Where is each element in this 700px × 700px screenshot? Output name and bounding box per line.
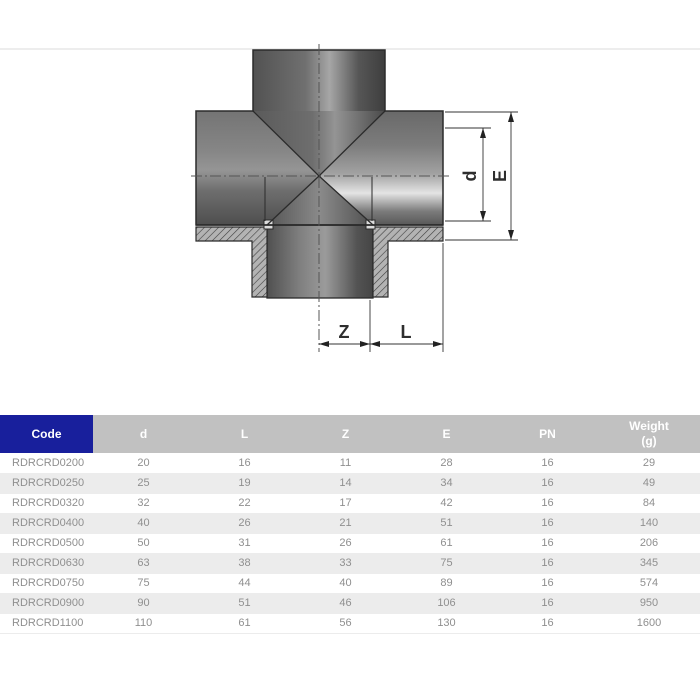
value-cell: 25 [93, 473, 194, 493]
value-cell: 11 [295, 453, 396, 473]
code-cell: RDRCRD0400 [0, 513, 93, 533]
value-cell: 61 [396, 533, 497, 553]
dimension-label-Z: Z [338, 322, 350, 342]
table-header [0, 415, 700, 453]
value-cell: 345 [598, 553, 700, 573]
code-cell: RDRCRD0250 [0, 473, 93, 493]
header-code: Code [0, 415, 93, 453]
code-cell: RDRCRD0630 [0, 553, 93, 573]
table-row [0, 593, 700, 613]
header-PN: PN [497, 415, 598, 453]
value-cell: 110 [93, 613, 194, 633]
code-cell: RDRCRD1100 [0, 613, 93, 633]
header-Z: Z [295, 415, 396, 453]
value-cell: 22 [194, 493, 295, 513]
code-cell: RDRCRD0750 [0, 573, 93, 593]
value-cell: 49 [598, 473, 700, 493]
table-row [0, 473, 700, 493]
value-cell: 56 [295, 613, 396, 633]
value-cell: 61 [194, 613, 295, 633]
header-d: d [93, 415, 194, 453]
value-cell: 574 [598, 573, 700, 593]
value-cell: 19 [194, 473, 295, 493]
value-cell: 34 [396, 473, 497, 493]
value-cell: 38 [194, 553, 295, 573]
value-cell: 50 [93, 533, 194, 553]
value-cell: 140 [598, 513, 700, 533]
value-cell: 16 [497, 473, 598, 493]
value-cell: 28 [396, 453, 497, 473]
table-row [0, 573, 700, 593]
section-hatch-right [373, 227, 443, 297]
section-hatch-left [196, 227, 267, 297]
bottom-socket-bore [267, 225, 373, 298]
header-L: L [194, 415, 295, 453]
value-cell: 1600 [598, 613, 700, 633]
code-cell: RDRCRD0320 [0, 493, 93, 513]
value-cell: 950 [598, 593, 700, 613]
header-E: E [396, 415, 497, 453]
value-cell: 31 [194, 533, 295, 553]
header-weight [598, 415, 700, 453]
header-weight-line1: Weight [629, 419, 669, 433]
value-cell: 16 [497, 513, 598, 533]
value-cell: 75 [93, 573, 194, 593]
value-cell: 63 [93, 553, 194, 573]
value-cell: 51 [194, 593, 295, 613]
table-row [0, 533, 700, 553]
code-cell: RDRCRD0500 [0, 533, 93, 553]
table-row [0, 613, 700, 633]
value-cell: 32 [93, 493, 194, 513]
value-cell: 26 [295, 533, 396, 553]
value-cell: 26 [194, 513, 295, 533]
value-cell: 40 [93, 513, 194, 533]
value-cell: 21 [295, 513, 396, 533]
value-cell: 16 [497, 453, 598, 473]
table-row [0, 553, 700, 573]
value-cell: 75 [396, 553, 497, 573]
value-cell: 89 [396, 573, 497, 593]
table-row [0, 513, 700, 533]
value-cell: 106 [396, 593, 497, 613]
value-cell: 16 [194, 453, 295, 473]
value-cell: 14 [295, 473, 396, 493]
value-cell: 16 [497, 493, 598, 513]
table-row [0, 493, 700, 513]
value-cell: 42 [396, 493, 497, 513]
code-cell: RDRCRD0200 [0, 453, 93, 473]
dimension-label-d: d [460, 170, 480, 182]
value-cell: 33 [295, 553, 396, 573]
code-cell: RDRCRD0900 [0, 593, 93, 613]
value-cell: 16 [497, 613, 598, 633]
header-weight-line2: (g) [641, 434, 657, 448]
value-cell: 206 [598, 533, 700, 553]
table-row [0, 453, 700, 473]
value-cell: 16 [497, 593, 598, 613]
value-cell: 46 [295, 593, 396, 613]
value-cell: 130 [396, 613, 497, 633]
table-body [0, 453, 700, 633]
value-cell: 51 [396, 513, 497, 533]
dimension-label-L: L [400, 322, 412, 342]
value-cell: 17 [295, 493, 396, 513]
value-cell: 20 [93, 453, 194, 473]
value-cell: 90 [93, 593, 194, 613]
value-cell: 16 [497, 533, 598, 553]
value-cell: 29 [598, 453, 700, 473]
dimension-label-E: E [490, 169, 510, 183]
value-cell: 16 [497, 553, 598, 573]
value-cell: 16 [497, 573, 598, 593]
dimension-spec-table [0, 415, 700, 634]
value-cell: 84 [598, 493, 700, 513]
value-cell: 40 [295, 573, 396, 593]
value-cell: 44 [194, 573, 295, 593]
